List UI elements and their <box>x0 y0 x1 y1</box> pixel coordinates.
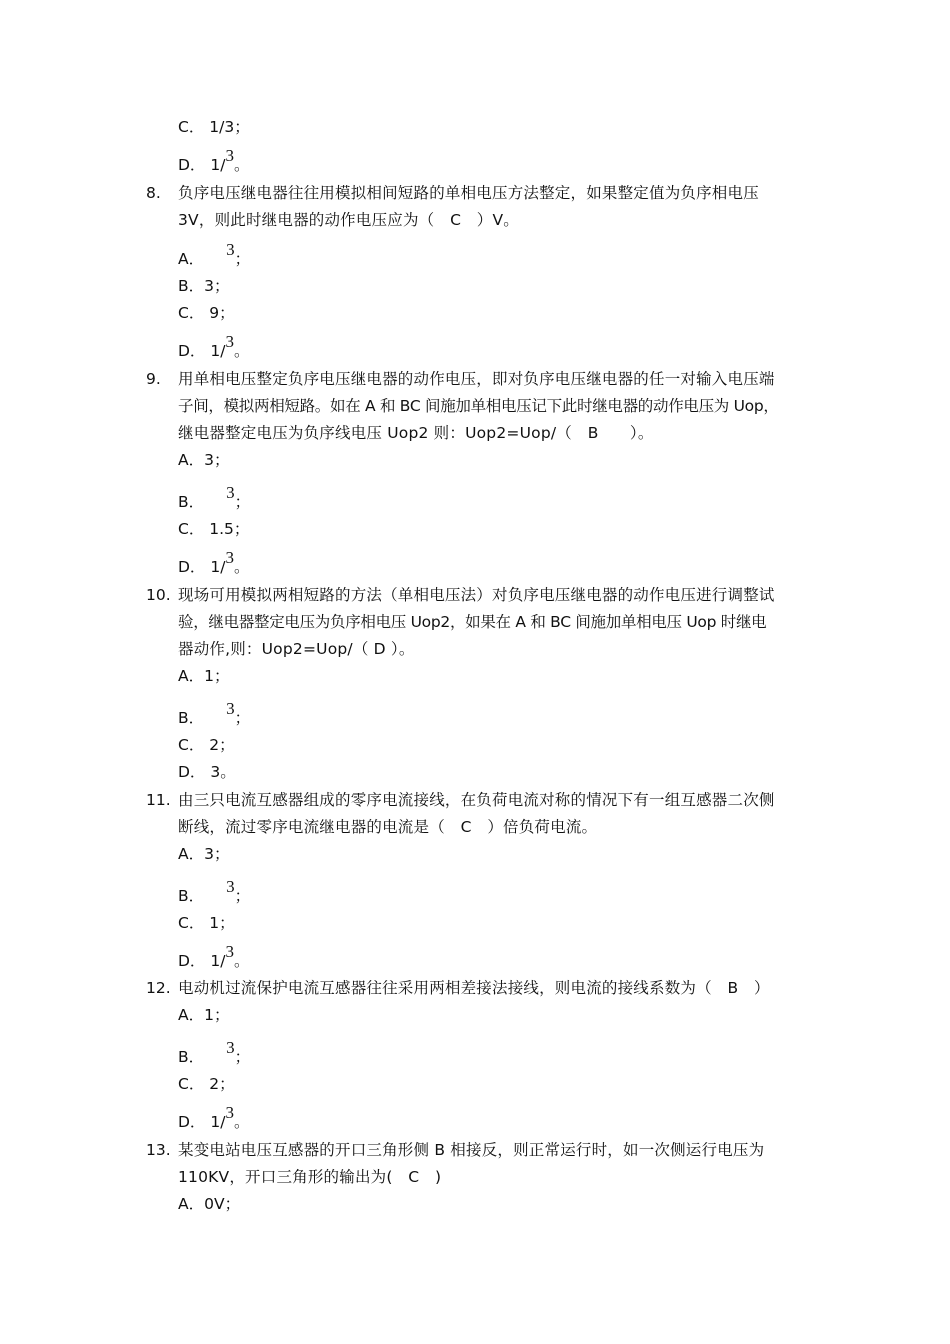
q10-text-line3: 器动作,则：Uop2=Uop/（ D ）。 <box>178 640 415 658</box>
sqrt-three: 3 <box>226 1038 235 1057</box>
option-suffix: ； <box>234 1048 251 1066</box>
q10-option-a: A．1； <box>178 667 230 685</box>
option-prefix: D． 1/ <box>178 558 226 576</box>
q13-text-line2: 110KV，开口三角形的输出为( C ) <box>178 1168 442 1186</box>
q12-text-line1: 电动机过流保护电流互感器往往采用两相差接法接线，则电流的接线系数为（ B ） <box>178 979 770 997</box>
q11-text-line2: 断线，流过零序电流继电器的电流是（ C ）倍负荷电流。 <box>178 818 598 836</box>
option-prefix: D． 1/ <box>178 156 226 174</box>
option-suffix: 。 <box>233 952 250 970</box>
q11-text-line1: 由三只电流互感器组成的零序电流接线，在负荷电流对称的情况下有一组互感器二次侧 <box>178 791 775 809</box>
option-prefix: D． 1/ <box>178 1113 226 1131</box>
q9-option-a: A．3； <box>178 451 230 469</box>
sqrt-three: 3 <box>226 877 235 896</box>
q8-option-d <box>178 332 250 361</box>
option-suffix: ； <box>234 887 251 905</box>
option-suffix: 。 <box>233 156 250 174</box>
q10-option-d: D． 3。 <box>178 763 236 781</box>
sqrt-three: 3 <box>225 146 234 165</box>
q8-text-line2: 3V，则此时继电器的动作电压应为（ C ）V。 <box>178 211 519 229</box>
q8-option-c: C． 9； <box>178 304 235 322</box>
q10-option-b <box>178 699 251 728</box>
q12-option-c: C． 2； <box>178 1075 235 1093</box>
option-suffix: ； <box>234 709 251 727</box>
q11-number: 11. <box>146 791 171 809</box>
q12-number: 12. <box>146 979 171 997</box>
q13-text-line1: 某变电站电压互感器的开口三角形侧 B 相接反，则正常运行时，如一次侧运行电压为 <box>178 1141 765 1159</box>
q9-number: 9. <box>146 370 161 388</box>
option-suffix: ； <box>234 493 251 511</box>
q9-text-line1: 用单相电压整定负序电压继电器的动作电压，即对负序电压继电器的任一对输入电压端 <box>178 370 775 388</box>
sqrt-three: 3 <box>226 699 235 718</box>
sqrt-three: 3 <box>225 548 234 567</box>
q10-text-line1: 现场可用模拟两相短路的方法（单相电压法）对负序电压继电器的动作电压进行调整试 <box>178 586 775 604</box>
sqrt-three: 3 <box>225 942 234 961</box>
q10-option-c: C． 2； <box>178 736 235 754</box>
sqrt-three: 3 <box>226 240 235 259</box>
option-prefix: B． <box>178 1048 205 1066</box>
q11-option-b <box>178 877 251 906</box>
option-prefix: B． <box>178 709 205 727</box>
sqrt-three: 3 <box>226 483 235 502</box>
q9-option-d <box>178 548 250 577</box>
q8-option-b: B．3； <box>178 277 230 295</box>
option-prefix: B． <box>178 493 205 511</box>
q8-option-a <box>178 240 251 269</box>
sqrt-three: 3 <box>225 1103 234 1122</box>
q7-option-c: C． 1/3； <box>178 118 250 136</box>
q7-option-d <box>178 146 250 175</box>
option-prefix: A． <box>178 250 205 268</box>
q13-option-a: A．0V； <box>178 1195 241 1213</box>
q12-option-d <box>178 1103 250 1132</box>
q12-option-b <box>178 1038 251 1067</box>
q12-option-a: A．1； <box>178 1006 230 1024</box>
option-prefix: B． <box>178 887 205 905</box>
q11-option-a: A．3； <box>178 845 230 863</box>
option-prefix: D． 1/ <box>178 952 226 970</box>
option-suffix: 。 <box>233 342 250 360</box>
option-suffix: ； <box>234 250 251 268</box>
q13-number: 13. <box>146 1141 171 1159</box>
q9-option-b <box>178 483 251 512</box>
option-suffix: 。 <box>233 558 250 576</box>
q10-text-line2: 验，继电器整定电压为负序相电压 Uop2，如果在 A 和 BC 间施加单相电压 Uop 时继电 <box>178 613 767 631</box>
q11-option-c: C． 1； <box>178 914 235 932</box>
option-prefix: D． 1/ <box>178 342 226 360</box>
q9-text-line2: 子间，模拟两相短路。如在 A 和 BC 间施加单相电压记下此时继电器的动作电压为 Uop， <box>178 397 779 415</box>
q9-text-line3: 继电器整定电压为负序线电压 Uop2 则：Uop2=Uop/（ B ）。 <box>178 424 654 442</box>
q9-option-c: C． 1.5； <box>178 520 250 538</box>
sqrt-three: 3 <box>225 332 234 351</box>
option-suffix: 。 <box>233 1113 250 1131</box>
q10-number: 10. <box>146 586 171 604</box>
q8-number: 8. <box>146 184 161 202</box>
q11-option-d <box>178 942 250 971</box>
q8-text-line1: 负序电压继电器往往用模拟相间短路的单相电压方法整定，如果整定值为负序相电压 <box>178 184 759 202</box>
